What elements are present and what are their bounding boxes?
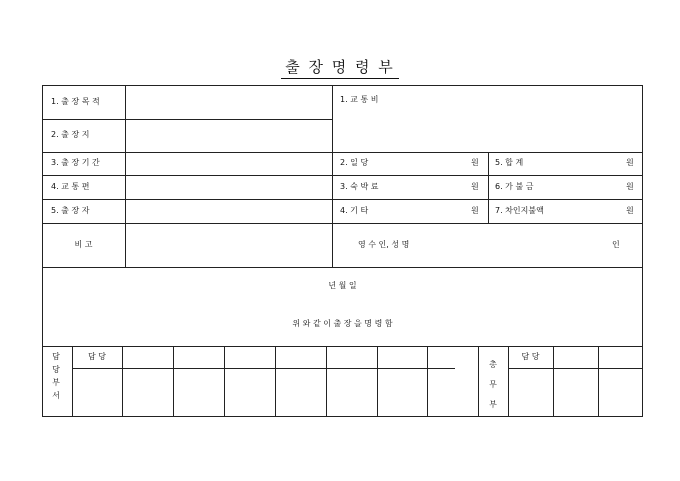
- balance-label: 7. 차인지불액: [495, 206, 544, 215]
- document-title: 출 장 명 령 부: [0, 56, 680, 77]
- remarks-label: 비 고: [74, 240, 93, 249]
- transport-label: 4. 교 통 편: [51, 182, 90, 191]
- other-label: 4. 기 타: [340, 206, 369, 215]
- total-label: 5. 합 계: [495, 158, 524, 167]
- advance-label: 6. 가 불 금: [495, 182, 534, 191]
- daily-allowance-label: 2. 일 당: [340, 158, 369, 167]
- currency-unit: 원: [626, 158, 634, 167]
- purpose-label: 1. 출 장 목 적: [51, 97, 100, 106]
- currency-unit: 원: [471, 158, 479, 167]
- currency-unit: 원: [626, 182, 634, 191]
- date-line: 년 월 일: [328, 281, 357, 290]
- order-text: 위 와 같 이 출 장 을 명 령 함: [292, 319, 393, 328]
- seal-mark: 인: [612, 240, 620, 249]
- place-label: 2. 출 장 지: [51, 130, 90, 139]
- general-affairs-header: 담 당: [521, 352, 540, 361]
- general-affairs-section-label: 총 무 부: [489, 360, 497, 409]
- currency-unit: 원: [626, 206, 634, 215]
- department-section-label: 담 당 부 서: [52, 352, 60, 400]
- period-label: 3. 출 장 기 간: [51, 158, 100, 167]
- department-header: 담 당: [88, 352, 106, 361]
- lodging-label: 3. 숙 박 료: [340, 182, 379, 191]
- transport-cost-label: 1. 교 통 비: [340, 95, 379, 104]
- receipt-label: 영 수 인, 성 명: [358, 240, 410, 249]
- currency-unit: 원: [471, 206, 479, 215]
- currency-unit: 원: [471, 182, 479, 191]
- traveler-label: 5. 출 장 자: [51, 206, 90, 215]
